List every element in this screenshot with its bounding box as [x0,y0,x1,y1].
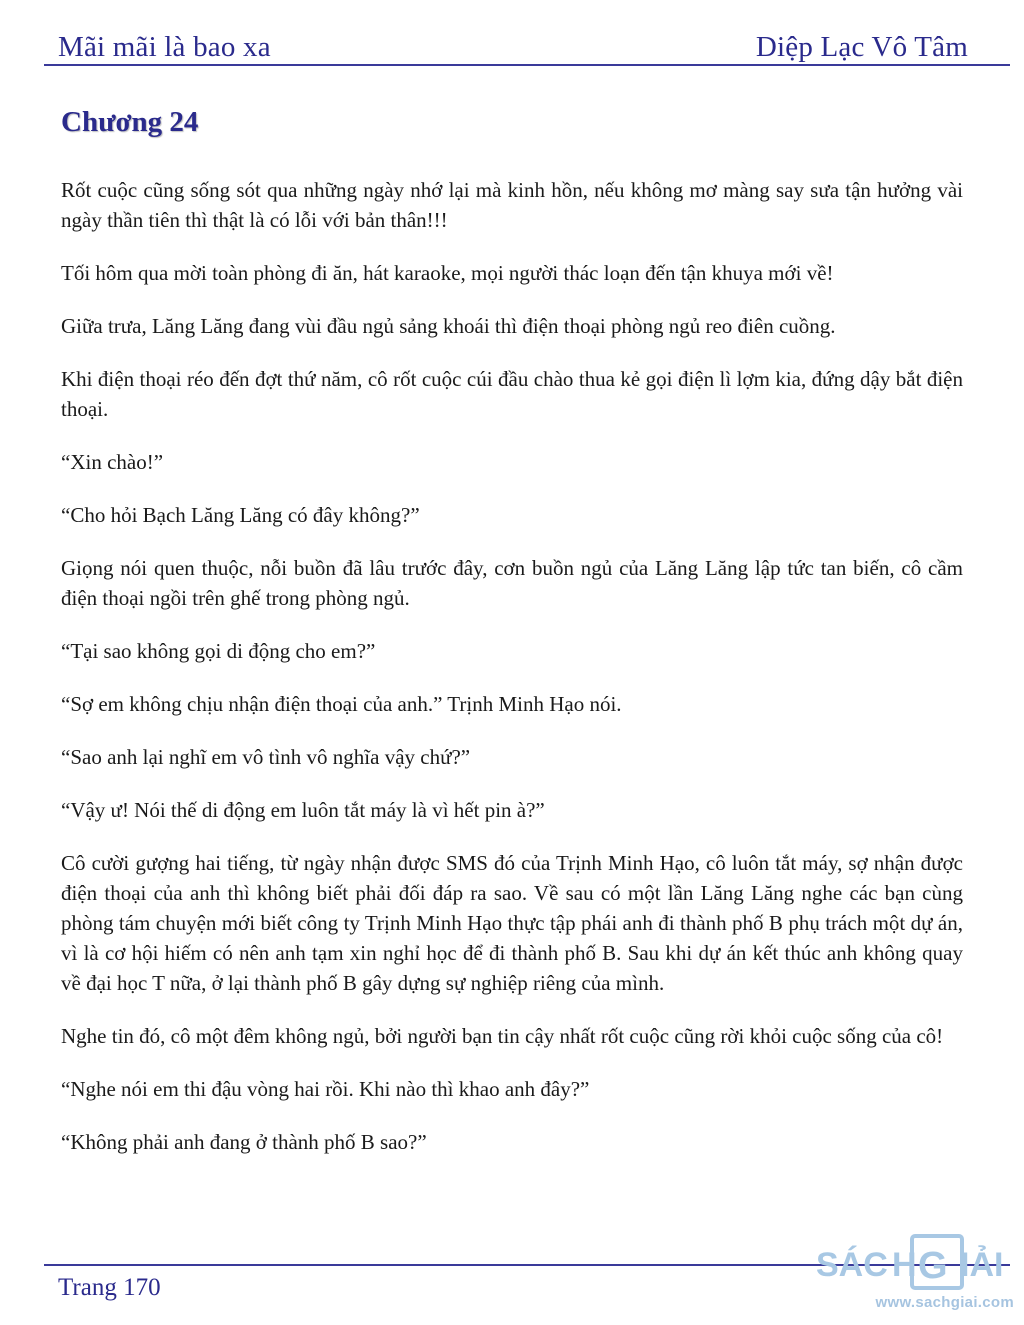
svg-text:SÁC: SÁC [816,1246,888,1284]
paragraph: Tối hôm qua mời toàn phòng đi ăn, hát karaoke, mọi người thác loạn đến tận khuya mới về! [61,261,834,285]
chapter-body [61,175,963,1180]
paragraph: Nghe tin đó, cô một đêm không ngủ, bởi người bạn tin cậy nhất rốt cuộc cũng rời khỏi cuộc sống của cô! [61,1024,944,1048]
paragraph: “Vậy ư! Nói thế di động em luôn tắt máy là vì hết pin à?” [61,798,545,822]
watermark [808,1232,1018,1322]
watermark-logo [808,1232,1018,1292]
paragraph: Khi điện thoại réo đến đợt thứ năm, cô rốt cuộc cúi đầu chào thua kẻ gọi điện lì lợm kia, đứng dậy bắt điện thoại. [61,367,963,421]
page-header [58,22,968,64]
paragraph: “Sao anh lại nghĩ em vô tình vô nghĩa vậy chứ?” [61,745,471,769]
page-number: Trang 170 [58,1274,161,1301]
paragraph: Giữa trưa, Lăng Lăng đang vùi đầu ngủ sảng khoái thì điện thoại phòng ngủ reo điên cuồng. [61,314,836,338]
paragraph: Cô cười gượng hai tiếng, từ ngày nhận được SMS đó của Trịnh Minh Hạo, cô luôn tắt máy, sợ nhận được điện thoại của anh thì không biết phải đối đáp ra sao. Về sau có một lần Lăng Lăng nghe các bạn cùng phòng tám chuyện mới biết công ty Trịnh Minh Hạo thực tập phái anh đi thành phố B phụ trách một dự án, vì là cơ hội hiếm có nên anh tạm xin nghỉ học để đi thành phố B. Sau khi dự án kết thúc anh không quay về đại học T nữa, ở lại thành phố B gây dựng sự nghiệp riêng của mình. [61,851,963,995]
paragraph: Rốt cuộc cũng sống sót qua những ngày nhớ lại mà kinh hồn, nếu không mơ màng say sưa tận hưởng vài ngày thần tiên thì thật là có lỗi với bản thân!!! [61,178,963,232]
svg-text:H: H [892,1246,917,1284]
book-title: Mãi mãi là bao xa [58,31,271,63]
svg-text:G: G [918,1245,948,1287]
paragraph: “Không phải anh đang ở thành phố B sao?” [61,1130,427,1154]
paragraph: “Nghe nói em thi đậu vòng hai rồi. Khi nào thì khao anh đây?” [61,1077,590,1101]
paragraph: “Tại sao không gọi di động cho em?” [61,639,376,663]
paragraph: “Sợ em không chịu nhận điện thoại của anh.” Trịnh Minh Hạo nói. [61,692,622,716]
paragraph: “Xin chào!” [61,450,164,474]
paragraph: “Cho hỏi Bạch Lăng Lăng có đây không?” [61,503,420,527]
chapter-title: Chương 24 [61,106,199,138]
author-name: Diệp Lạc Vô Tâm [755,31,968,63]
paragraph: Giọng nói quen thuộc, nỗi buồn đã lâu trước đây, cơn buồn ngủ của Lăng Lăng lập tức tan biến, cô cầm điện thoại ngồi trên ghế trong phòng ngủ. [61,556,963,610]
svg-text:IẢI: IẢI [960,1246,1004,1284]
watermark-url: www.sachgiai.com [875,1294,1014,1311]
header-divider [44,64,1010,66]
